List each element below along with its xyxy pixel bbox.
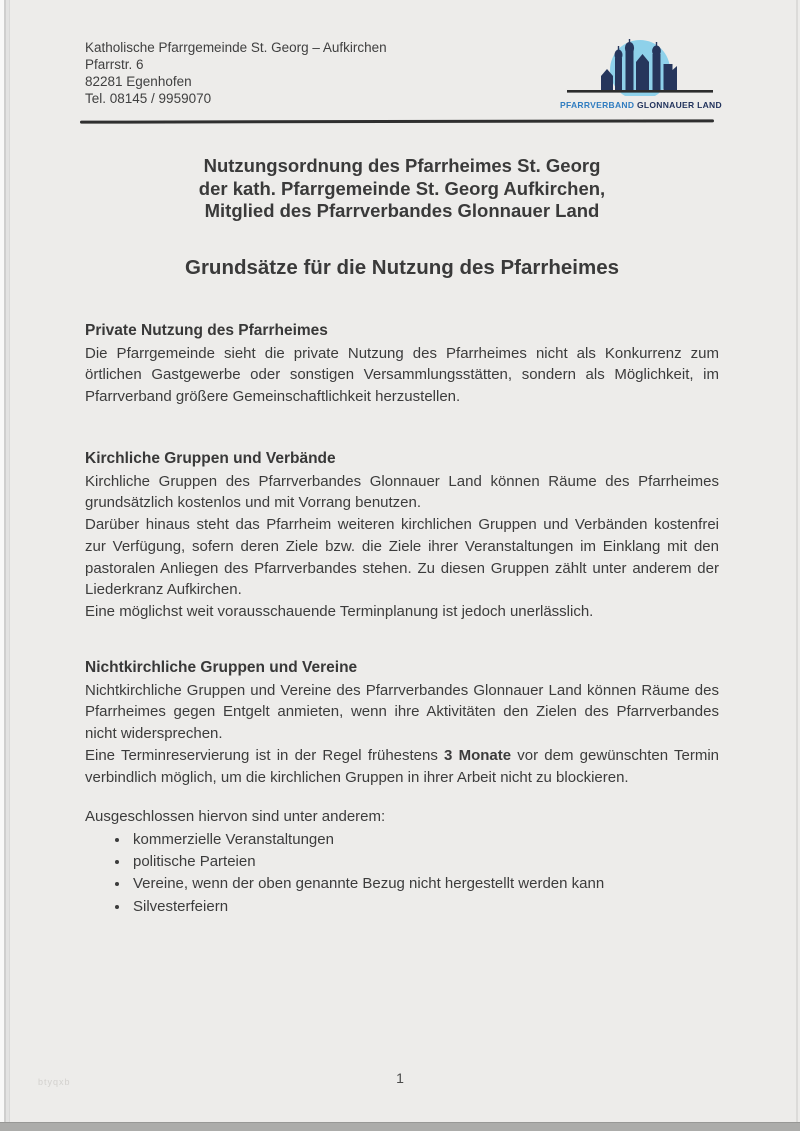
exclusions-intro: Ausgeschlossen hiervon sind unter anderem: (85, 808, 386, 825)
sender-line-street: Pfarrstr. 6 (85, 57, 144, 72)
exclusions-block (85, 806, 719, 918)
reservation-text-before: Eine Terminreservierung ist in der Regel frühestens (85, 746, 445, 764)
list-item: • politische Parteien (130, 851, 719, 873)
title-line-2: der kath. Pfarrgemeinde St. Georg Aufkirchen, (198, 177, 606, 199)
section-private-nutzung (85, 320, 719, 408)
section-paragraph: Darüber hinaus steht das Pfarrheim weiteren kirchlichen Gruppen und Verbänden kostenfrei zur Verfügung, sofern deren Ziele bzw. die Ziele ihrer Veranstaltungen im Einklang mit den pastoralen Anliegen des Pfarrverbandes stehen. Zu diesen Gruppen zählt unter anderem der Liederkranz Aufkirchen. (85, 516, 719, 599)
document-title (85, 155, 719, 223)
title-line-3: Mitglied des Pfarrverbandes Glonnauer Land (204, 200, 600, 221)
section-paragraph: Kirchliche Gruppen des Pfarrverbandes Glonnauer Land können Räume des Pfarrheimes grundsätzlich kostenlos und mit Vorrang benutzen. (85, 472, 719, 512)
section-heading: Kirchliche Gruppen und Verbände (85, 450, 336, 467)
pfarrverband-logo (560, 36, 720, 110)
exclusions-list (85, 829, 719, 918)
page-number: 1 (396, 1070, 404, 1086)
scan-edge-left (0, 0, 12, 1131)
sender-address-block (85, 39, 387, 107)
sender-line-city: 82281 Egenhofen (85, 74, 192, 89)
church-skyline-icon (565, 83, 715, 100)
section-paragraph: Die Pfarrgemeinde sieht die private Nutzung des Pfarrheimes nicht als Konkurrenz zum örtlichen Gastgewerbe oder sonstigen Versammlungsstätten, sondern als Möglichkeit, im Pfarrverband größere Gemeinschaftlichkeit herzustellen. (85, 344, 719, 406)
scan-watermark: btyqxb (38, 1077, 71, 1087)
title-line-1: Nutzungsordnung des Pfarrheimes St. Georg (203, 155, 601, 176)
section-paragraph: Nichtkirchliche Gruppen und Vereine des Pfarrverbandes Glonnauer Land können Räume des Pfarrheimes gegen Entgelt anmieten, wenn ihre Aktivitäten den Zielen des Pfarrverbandes nicht widersprechen. (85, 681, 719, 743)
scan-edge-bottom (0, 1122, 800, 1131)
document-subtitle: Grundsätze für die Nutzung des Pfarrheimes (185, 256, 619, 279)
section-nichtkirchliche-gruppen (85, 657, 719, 788)
list-item: • Silvesterfeiern (130, 896, 719, 918)
section-heading: Nichtkirchliche Gruppen und Vereine (85, 659, 358, 676)
sender-line-phone: Tel. 08145 / 9959070 (85, 91, 212, 106)
sender-line-org: Katholische Pfarrgemeinde St. Georg – Aufkirchen (85, 40, 387, 55)
logo-text-glonnauer-land: GLONNAUER LAND (636, 100, 722, 110)
reservation-text-after: vor dem gewünschten Termin verbindlich möglich, um die kirchlichen Gruppen in ihrer Arbeit nicht zu blockieren. (85, 746, 720, 786)
logo-caption (560, 100, 720, 110)
section-paragraph-reservation (85, 745, 719, 788)
list-item: • kommerzielle Veranstaltungen (130, 829, 719, 851)
section-heading: Private Nutzung des Pfarrheimes (85, 322, 328, 339)
reservation-bold-3-monate: 3 Monate (444, 746, 512, 764)
scan-edge-right (796, 0, 798, 1131)
letterhead-divider-line (80, 119, 714, 123)
logo-text-pfarrverband: PFARRVERBAND (560, 100, 635, 110)
list-item: • Vereine, wenn der oben genannte Bezug nicht hergestellt werden kann (130, 873, 719, 895)
section-paragraph: Eine möglichst weit vorausschauende Terminplanung ist jedoch unerlässlich. (85, 602, 594, 620)
section-kirchliche-gruppen (85, 448, 719, 623)
